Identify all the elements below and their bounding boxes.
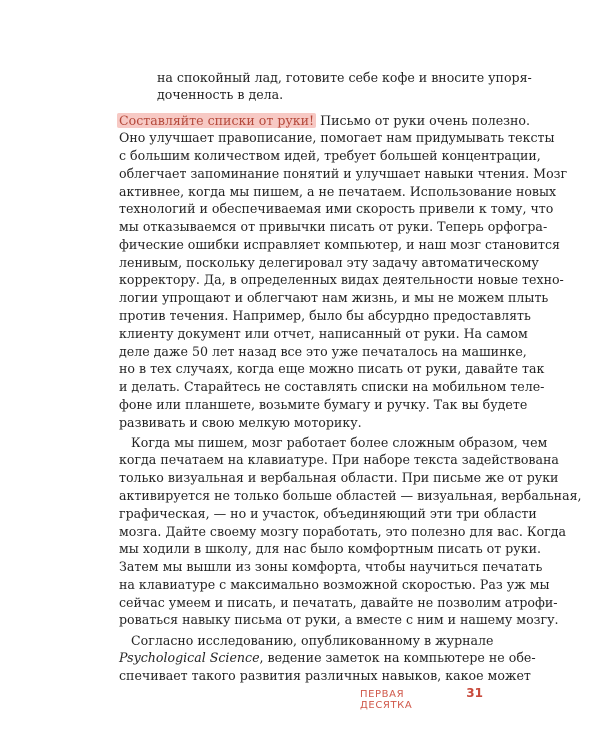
text-line: фоне или планшете, возьмите бумагу и ручку. Так вы будете [119,396,528,412]
text-line: клиенту документ или отчет, написанный от руки. На самом [119,325,528,341]
text-line: Затем мы вышли из зоны комфорта, чтобы научиться печатать [119,559,543,575]
text-line: только визуальная и вербальная области. При письме же от руки [119,470,559,486]
text-line: доченность в дела. [157,87,284,102]
text-run: Письмо от руки очень полезно. [320,112,530,128]
text-line: облегчает запоминание понятий и улучшает навыки чтения. Мозг [119,165,568,181]
text-line: спечивает такого развития различных навыков, какое может [119,668,531,683]
text-line: графическая, — но и участок, объединяющий эти три области [119,505,537,521]
text-line: на клавиатуре с максимально возможной скоростью. Раз уж мы [119,576,550,592]
text-line: против течения. Например, было бы абсурдно предоставлять [119,308,531,323]
text-line: активируется не только больше областей — визуальная, вербальная, [119,488,582,503]
page-number: 31 [466,686,483,700]
text-line: логии упрощают и облегчают нам жизнь, и мы не можем плыть [119,290,549,306]
text-line: роваться навыку письма от руки, а вместе с ним и нашему мозгу. [119,612,559,628]
text-line: мозга. Дайте своему мозгу поработать, это полезно для вас. Когда [119,523,567,539]
journal-title: Psychological Science [119,650,260,666]
highlighted-phrase: Составляйте списки от руки! [119,112,315,128]
text-line: мы ходили в школу, для нас было комфортным писать от руки. [119,541,541,557]
text-line: технологий и обеспечиваемая ими скорость привели к тому, что [119,201,554,217]
text-line: активнее, когда мы пишем, а не печатаем. Использование новых [119,183,557,199]
text-line: деле даже 50 лет назад все это уже печаталось на машинке, [119,343,527,359]
text-line: Согласно исследованию, опубликованному в журнале [131,632,494,648]
text-line: мы отказываемся от привычки писать от руки. Теперь орфогра- [119,219,548,235]
section-title: ПЕРВАЯ ДЕСЯТКА [360,689,413,711]
text-line: Когда мы пишем, мозг работает более сложным образом, чем [131,434,548,450]
text-line: сейчас умеем и писать, и печатать, давайте не позволим атрофи- [119,594,558,610]
text-line [119,649,536,667]
text-line: но в тех случаях, когда еще можно писать от руки, давайте так [119,361,545,377]
text-line: когда печатаем на клавиатуре. При наборе текста задействована [119,452,559,468]
text-line: ленивым, поскольку делегировал эту задачу автоматическому [119,254,539,270]
text-line: корректору. Да, в определенных видах деятельности новые техно- [119,272,564,288]
text-line: на спокойный лад, готовите себе кофе и вносите упоря- [157,70,532,85]
page-footer [360,686,483,711]
text-line [119,112,530,130]
text-line: с большим количеством идей, требует большей концентрации, [119,148,541,163]
text-run: , ведение заметок на компьютере не обе- [259,650,536,666]
text-line: развивать и свою мелкую моторику. [119,414,362,430]
text-line: фические ошибки исправляет компьютер, и наш мозг становится [119,236,560,252]
text-line: Оно улучшает правописание, помогает нам придумывать тексты [119,130,555,146]
text-line: и делать. Старайтесь не составлять списки на мобильном теле- [119,379,545,394]
